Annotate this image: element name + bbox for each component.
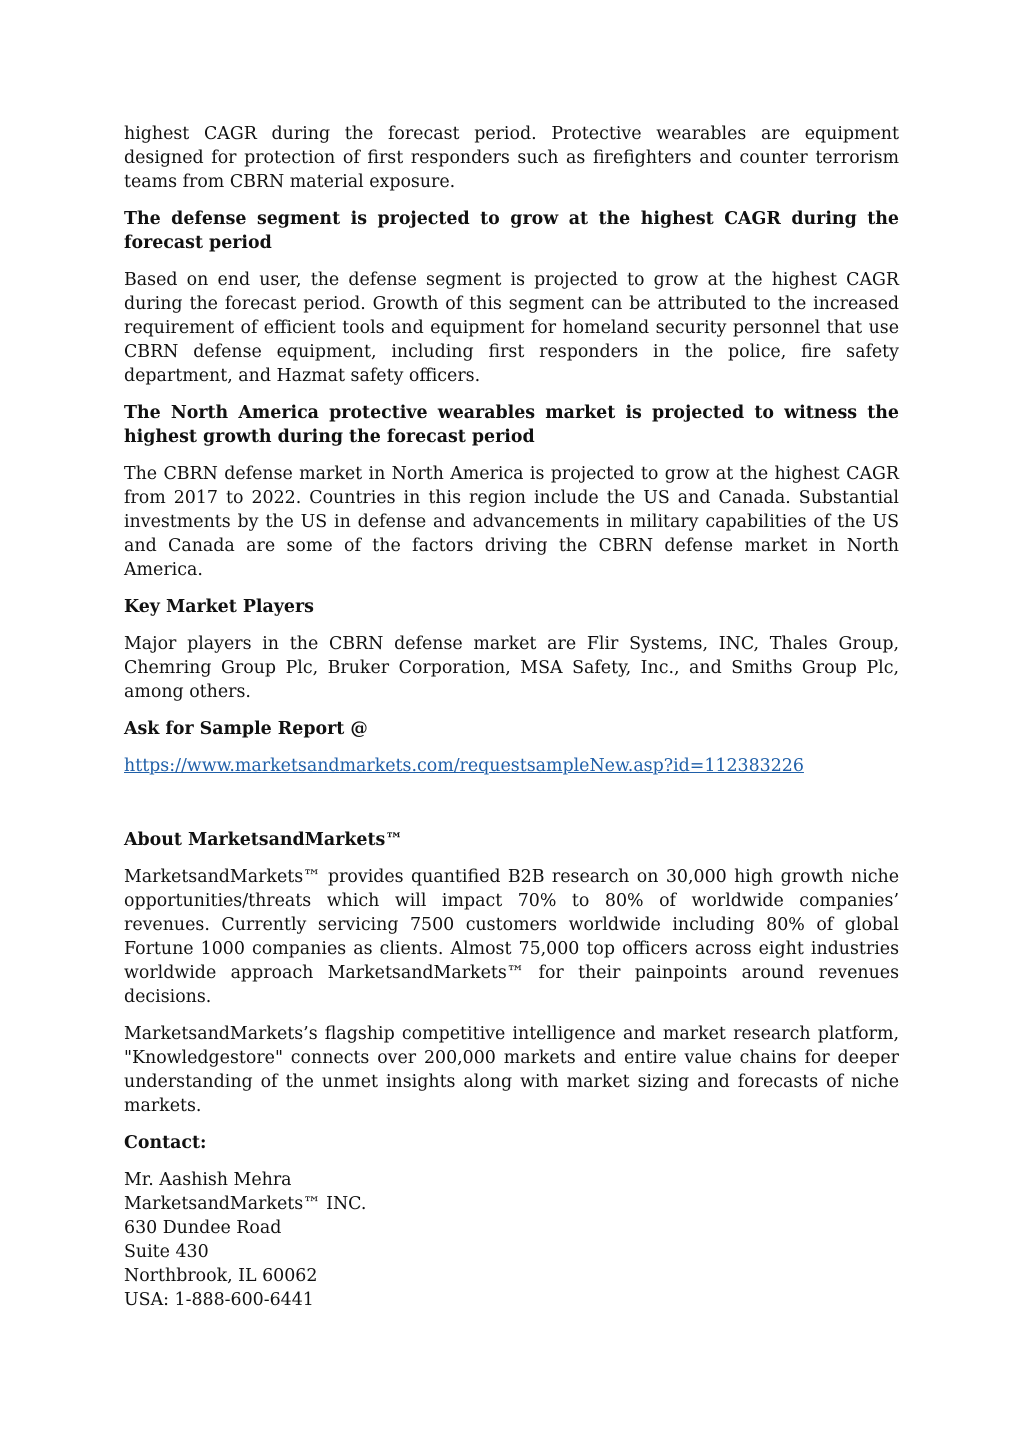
key-players-heading: Key Market Players — [124, 597, 314, 617]
intro-paragraph: highest CAGR during the forecast period. Protective wearables are equipment designed for protection of first responders such as firefighters and counter terrorism teams from CBRN material exposure. — [124, 124, 899, 192]
about-paragraph-2: MarketsandMarkets’s flagship competitive intelligence and market research platform, "Knowledgestore" connects over 200,000 markets and entire value chains for deeper understanding of the unmet insights along with market sizing and forecasts of niche markets. — [124, 1024, 899, 1116]
section-spacer — [124, 791, 899, 828]
defense-segment-heading: The defense segment is projected to grow at the highest CAGR during the forecast period — [124, 209, 899, 253]
sample-report-heading: Ask for Sample Report @ — [124, 719, 368, 739]
sample-report-link[interactable]: https://www.marketsandmarkets.com/requestsampleNew.asp?id=112383226 — [124, 756, 804, 776]
key-players-paragraph: Major players in the CBRN defense market are Flir Systems, INC, Thales Group, Chemring Group Plc, Bruker Corporation, MSA Safety, Inc., and Smiths Group Plc, among others. — [124, 634, 899, 702]
contact-block — [124, 1168, 899, 1312]
contact-company: MarketsandMarkets™ INC. — [124, 1194, 367, 1214]
north-america-heading: The North America protective wearables market is projected to witness the highest growth during the forecast period — [124, 403, 899, 447]
contact-street: 630 Dundee Road — [124, 1218, 282, 1238]
north-america-paragraph: The CBRN defense market in North America is projected to grow at the highest CAGR from 2017 to 2022. Countries in this region include the US and Canada. Substantial investments by the US in defense and advancements in military capabilities of the US and Canada are some of the factors driving the CBRN defense market in North America. — [124, 464, 899, 580]
about-paragraph-1: MarketsandMarkets™ provides quantified B2B research on 30,000 high growth niche opportunities/threats which will impact 70% to 80% of worldwide companies’ revenues. Currently servicing 7500 customers worldwide including 80% of global Fortune 1000 companies as clients. Almost 75,000 top officers across eight industries worldwide approach MarketsandMarkets™ for their painpoints around revenues decisions. — [124, 867, 899, 1007]
contact-suite: Suite 430 — [124, 1242, 209, 1262]
document-page — [124, 122, 899, 1312]
defense-segment-paragraph: Based on end user, the defense segment is projected to grow at the highest CAGR during the forecast period. Growth of this segment can be attributed to the increased requirement of efficient tools and equipment for homeland security personnel that use CBRN defense equipment, including first responders in the police, fire safety department, and Hazmat safety officers. — [124, 270, 899, 386]
about-heading: About MarketsandMarkets™ — [124, 830, 403, 850]
contact-city: Northbrook, IL 60062 — [124, 1266, 318, 1286]
contact-name: Mr. Aashish Mehra — [124, 1170, 292, 1190]
contact-phone: USA: 1-888-600-6441 — [124, 1290, 314, 1310]
contact-heading: Contact: — [124, 1133, 207, 1153]
